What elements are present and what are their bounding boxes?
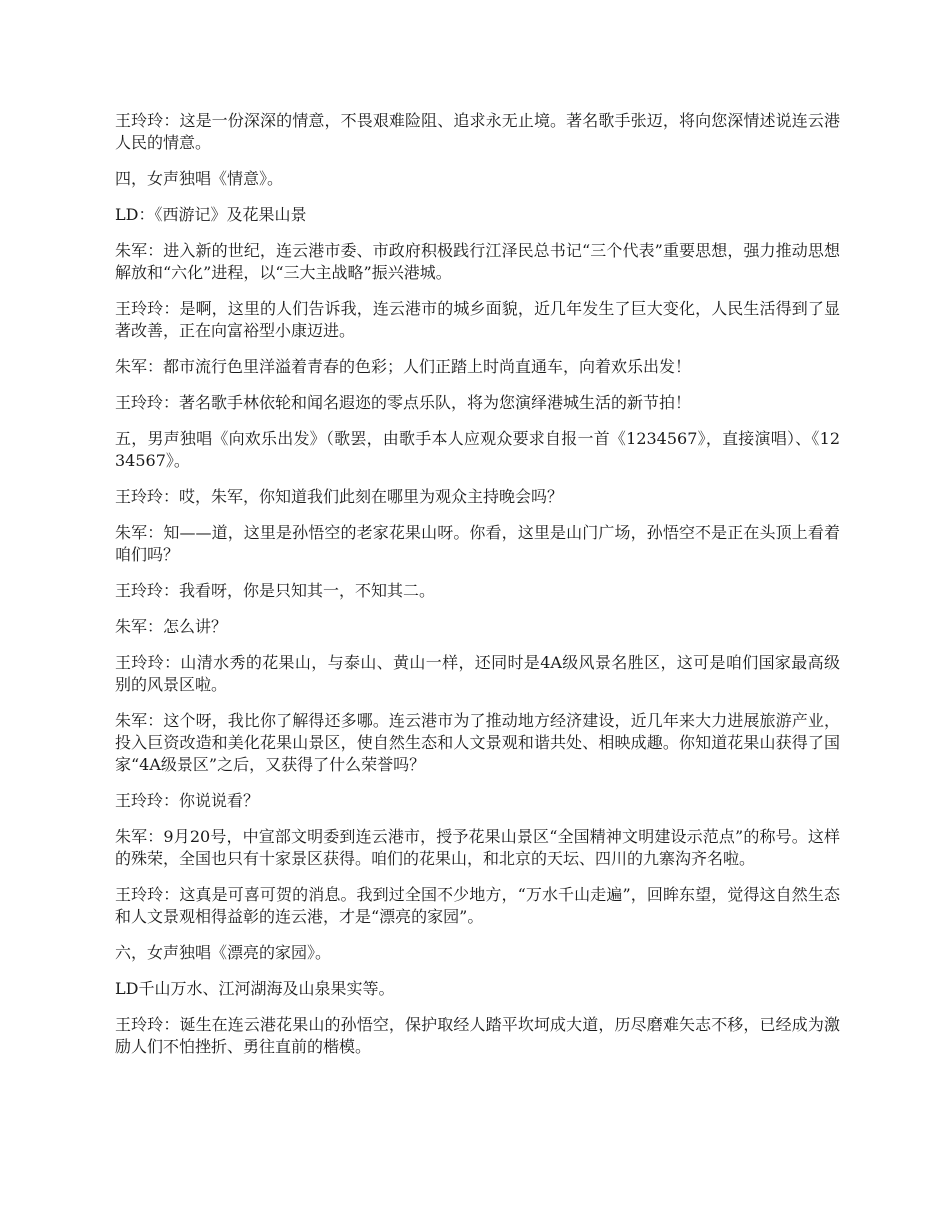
- paragraph: 朱军：知——道，这里是孙悟空的老家花果山呀。你看，这里是山门广场，孙悟空不是正在头顶上看着咱们吗？: [115, 523, 840, 564]
- paragraph: 朱军：9月20号，中宣部文明委到连云港市，授予花果山景区“全国精神文明建设示范点”的称号。这样的殊荣，全国也只有十家景区获得。咱们的花果山，和北京的天坛、四川的九寨沟齐名啦。: [115, 827, 840, 868]
- paragraph: 四，女声独唱《情意》。: [115, 169, 284, 188]
- paragraph: 六，女声独唱《漂亮的家园》。: [115, 943, 332, 962]
- paragraph: 朱军：进入新的世纪，连云港市委、市政府积极践行江泽民总书记“三个代表”重要思想，强力推动思想解放和“六化”进程，以“三大主战略”振兴港城。: [115, 241, 840, 282]
- paragraph: 王玲玲：诞生在连云港花果山的孙悟空，保护取经人踏平坎坷成大道，历尽磨难矢志不移，已经成为激励人们不怕挫折、勇往直前的楷模。: [115, 1015, 840, 1056]
- paragraph: 王玲玲：这真是可喜可贺的消息。我到过全国不少地方，“万水千山走遍”，回眸东望，觉得这自然生态和人文景观相得益彰的连云港，才是“漂亮的家园”。: [115, 885, 840, 926]
- paragraph: 朱军：都市流行色里洋溢着青春的色彩；人们正踏上时尚直通车，向着欢乐出发！: [115, 357, 692, 376]
- paragraph: 王玲玲：这是一份深深的情意，不畏艰难险阻、追求永无止境。著名歌手张迈，将向您深情述说连云港人民的情意。: [115, 111, 840, 152]
- paragraph: 王玲玲：是啊，这里的人们告诉我，连云港市的城乡面貌，近几年发生了巨大变化，人民生活得到了显著改善，正在向富裕型小康迈进。: [115, 299, 840, 340]
- paragraph: 王玲玲：我看呀，你是只知其一，不知其二。: [115, 581, 436, 600]
- paragraph: LD千山万水、江河湖海及山泉果实等。: [115, 979, 395, 998]
- paragraph: 王玲玲：著名歌手林依轮和闻名遐迩的零点乐队，将为您演绎港城生活的新节拍！: [115, 393, 692, 412]
- paragraph: LD：《西游记》及花果山景: [115, 205, 307, 224]
- paragraph: 王玲玲：你说说看？: [115, 791, 260, 810]
- document-page: [115, 110, 840, 1072]
- paragraph: 王玲玲：山清水秀的花果山，与泰山、黄山一样，还同时是4A级风景名胜区，这可是咱们国家最高级别的风景区啦。: [115, 653, 840, 694]
- paragraph: 朱军：怎么讲？: [115, 617, 228, 636]
- paragraph: 五，男声独唱《向欢乐出发》（歌罢，由歌手本人应观众要求自报一首《1234567》，直接演唱）、《1234567》。: [115, 429, 840, 470]
- paragraph: 朱军：这个呀，我比你了解得还多哪。连云港市为了推动地方经济建设，近几年来大力进展旅游产业，投入巨资改造和美化花果山景区，使自然生态和人文景观和谐共处、相映成趣。你知道花果山获得了国家“4A级景区”之后，又获得了什么荣誉吗？: [115, 711, 840, 774]
- paragraph: 王玲玲：哎，朱军，你知道我们此刻在哪里为观众主持晚会吗？: [115, 487, 564, 506]
